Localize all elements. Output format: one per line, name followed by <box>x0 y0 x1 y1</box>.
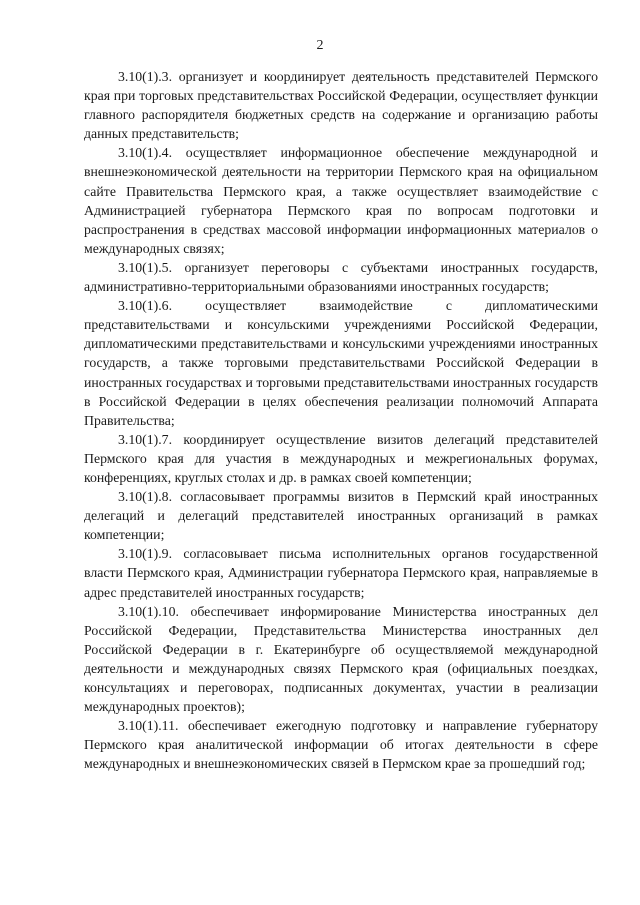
paragraph-3-10-1-6: 3.10(1).6. осуществляет взаимодействие с дипломатическими представительствами и консульскими учреждениями Российской Федерации, дипломатическими представительствами и консульскими учреждениями иностранных государств, а также торговыми представительствами Российской Федерации в иностранных государствах и торговыми представительствами иностранных государств в Российской Федерации в целях обеспечения реализации полномочий Аппарата Правительства; <box>84 298 598 428</box>
paragraph-3-10-1-9: 3.10(1).9. согласовывает письма исполнительных органов государственной власти Пермского края, Администрации губернатора Пермского края, направляемые в адрес представителей иностранных государств; <box>84 546 598 600</box>
paragraph-3-10-1-8: 3.10(1).8. согласовывает программы визитов в Пермский край иностранных делегаций и делегаций представителей иностранных организаций в рамках компетенции; <box>84 489 598 543</box>
page-number: 2 <box>316 38 324 53</box>
paragraph-3-10-1-5: 3.10(1).5. организует переговоры с субъектами иностранных государств, административно-территориальными образованиями иностранных государств; <box>84 259 598 295</box>
paragraph-3-10-1-3: 3.10(1).3. организует и координирует деятельность представителей Пермского края при торговых представительствах Российской Федерации, осуществляет функции главного распорядителя бюджетных средств на содержание и организацию работы данных представительств; <box>84 69 598 142</box>
paragraph-3-10-1-4: 3.10(1).4. осуществляет информационное обеспечение международной и внешнеэкономической деятельности на территории Пермского края на официальном сайте Правительства Пермского края, а также осуществляет взаимодействие с Администрацией губернатора Пермского края по вопросам подготовки и распространения в средствах массовой информации информационных материалов о международных связях; <box>84 145 598 256</box>
paragraph-3-10-1-7: 3.10(1).7. координирует осуществление визитов делегаций представителей Пермского края для участия в международных и межрегиональных форумах, конференциях, круглых столах и др. в рамках своей компетенции; <box>84 431 598 485</box>
paragraph-3-10-1-11: 3.10(1).11. обеспечивает ежегодную подготовку и направление губернатору Пермского края аналитической информации об итогах деятельности в сфере международных и внешнеэкономических связей в Пермском крае за прошедший год; <box>84 718 598 772</box>
document-body <box>84 67 598 773</box>
paragraph-3-10-1-10: 3.10(1).10. обеспечивает информирование Министерства иностранных дел Российской Федерации, Представительства Министерства иностранных дел Российской Федерации в г. Екатеринбурге об осуществляемой международной деятельности и международных связях Пермского края (официальных поездках, консультациях и переговорах, подписанных документах, участии в реализации международных проектов); <box>84 603 598 715</box>
